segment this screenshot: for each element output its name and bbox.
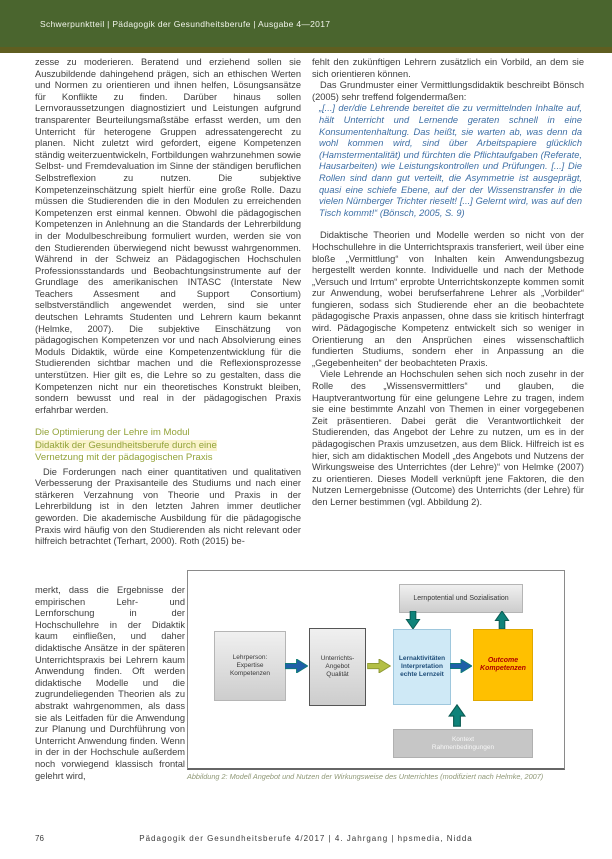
arrow-up-icon xyxy=(448,703,466,728)
left-column xyxy=(35,57,301,585)
box-unterrichtsangebot: Unterrichts- Angebot Qualität xyxy=(309,628,366,706)
body-paragraph: Das Grundmuster einer Vermittlungsdidaktik beschreibt Bönsch (2005) sehr treffend folgendermaßen: xyxy=(312,80,584,102)
section-heading-line: Didaktik der Gesundheitsberufe durch eine xyxy=(35,439,217,451)
footer xyxy=(0,834,612,843)
body-paragraph: merkt, dass die Ergebnisse der empirischen Lehr- und Lernforschung in der Hochschullehre in der Didaktik kaum einfließen, und daher didaktische Ansätze in der späteren Unterrichtspraxis bei Lehrern kaum Anwendung finden. Oft werden didaktische Modelle und die zugrundeliegenden Theorien als zu abstrakt wahrgenommen, als dass sie als Leitfaden für die Anwendung zur Planung und Durchführung von Unterricht Anwendung finden. Wenn in der in der Hochschule außerdem noch vorwiegend klassisch frontal gelehrt wird, xyxy=(35,585,185,781)
box-kontext: Kontext Rahmenbedingungen xyxy=(393,729,533,758)
arrow-right-icon xyxy=(450,659,472,673)
body-paragraph: zesse zu moderieren. Beratend und erziehend sollen sie Auszubildende dahingehend prägen, sich an ethischen Werten und Normen zu orientieren und ihnen helfen, Lösungsansätze für Konflikte zu finden. Darüber hinaus sollen Lernvoraussetzungen diagnostiziert und Leistungen aufgrund transparenter Beurteilungsmaßstäbe erfasst werden, um den Unterricht für heterogene Gruppen adressatengerecht zu planen. Nicht zuletzt wird gefordert, eigene Kompetenzen ständig weiterzuentwickeln, Fortbildungen wahrzunehmen sowie Selbst- und Fremdevaluation im Sinne der ständigen beruflichen Selbstreflexion zu nutzen. Die subjektive Kompetenzeinschätzung spielt hierfür eine große Rolle. Dazu müssen die Studierenden die in den Modulen zu erreichenden Kompetenzen erst einmal kennen. Obwohl die pädagogischen Kompetenzen in Anlehnung an die Standards der Lehrerbildung in der Modulbeschreibung formuliert wurden, werden sie von den Studierenden überwiegend nicht bewusst wahrgenommen. Während in der Schweiz an Pädagogischen Hochschulen Professionsstandards und Beobachtungsinstrumente auf der Grundlage des amerikanischen INTASC (Interstate New Teachers Assesment and Support Consortium) selbstverständlich angewendet werden, sind sie unter deutschen Lehramts Studenten und Lehrern kaum bekannt (Helmke, 2007). Die subjektive Einschätzung von pädagogischen Kompetenzen vor und nach Absolvierung eines Moduls Didaktik, würde eine Kompetenzentwicklung für die Studierenden sichtbar machen und die Reflexionsprozesse unterstützen. Hier gilt es, die Lehre so zu gestalten, dass die Kompetenzen nicht nur ein theoretisches Konstrukt bleiben, sondern bewusst und real in der pädagogischen Praxis erfahrbar werden. xyxy=(35,57,301,415)
header-accent-strip xyxy=(0,47,612,53)
block-quote: „[...] der/die Lehrende bereitet die zu vermittelnden Inhalte auf, hält Unterricht und Lernende geraten schnell in eine Konsumentenhaltung. Das heißt, sie warten ab, was denn da wohl kommen wird, sind über Arbeitspapiere glücklich (Hamstermentalität) und fürchten die Pflichtaufgaben (Referate, Hausarbeiten) wie Leistungskontrollen und Prüfungen. [...] Die Rollen sind dann gut verteilt, die Asymmetrie ist ausgeprägt, quasi eine schiefe Ebene, auf der der Wissenstransfer in die vielen Nürnberger Trichter rieselt! [...] Gelernt wird, was auf den Tisch kommt!“ (Bönsch, 2005, S. 9) xyxy=(319,103,582,218)
box-lernaktivitaeten: Lernaktivitäten Interpretation echte Lernzeit xyxy=(393,629,451,705)
body-paragraph: fehlt den zukünftigen Lehrern zusätzlich ein Vorbild, an dem sie sich orientieren können. xyxy=(312,57,584,79)
arrow-up-icon xyxy=(494,611,510,629)
section-heading-line: Vernetzung mit der pädagogischen Praxis xyxy=(35,452,213,464)
body-paragraph: Didaktische Theorien und Modelle werden so nicht von der Hochschullehre in die Unterrichtspraxis transferiert, weil über eine bloße „Vermittlung“ von Inhalten kein Anwendungsbezug hergestellt werden konnte. Individuelle und nach der Methode „Versuch und Irrtum“ erprobte Unterrichtskonzepte kommen somit zur Anwendung, wobei berufserfahrene Lehrer als „Vorbilder“ fungieren, sodass sich Studierende eher an die beobachtete pädagogische Praxis anpassen, ohne dass sie kritisch hinterfragt wird. Pädagogische Kompetenz entwickelt sich so weniger in Orientierung an den Ansprüchen eines wissenschaftlich fundierten Studiums, sondern eher in Anpassung an die „Gegebenheiten“ der beobachteten Praxis. xyxy=(312,230,584,368)
arrow-down-icon xyxy=(405,611,421,629)
section-heading xyxy=(35,427,301,464)
left-column-narrow xyxy=(35,585,185,827)
page-number: 76 xyxy=(35,834,44,843)
section-heading-line: Die Optimierung der Lehre im Modul xyxy=(35,427,190,439)
arrow-right-icon xyxy=(366,659,392,673)
box-lehrperson: Lehrperson: Expertise Kompetenzen xyxy=(214,631,286,701)
figure-angebot-nutzen-modell xyxy=(187,570,565,770)
figure-caption: Abbildung 2: Modell Angebot und Nutzen der Wirkungsweise des Unterrichtes (modifiziert nach Helmke, 2007) xyxy=(187,772,544,781)
body-paragraph: Die Forderungen nach einer quantitativen und qualitativen Verbesserung der Praxisanteile des Studiums und nach einer stärkeren Verzahnung von Theorie und Praxis in der Lehrerbildung ist in den letzten Jahren immer deutlicher geworden. Die akademische Ausbildung für die pädagogische Praxis wird häufig von den Studierenden als nicht relevant oder hilfreich betrachtet (Terhart, 2000). Roth (2015) be- xyxy=(35,466,301,547)
right-column xyxy=(312,57,584,580)
box-lernpotential: Lernpotential und Sozialisation xyxy=(399,584,523,613)
footer-journal-line: Pädagogik der Gesundheitsberufe 4/2017 | 4. Jahrgang | hpsmedia, Nidda xyxy=(139,834,473,843)
body-paragraph: Viele Lehrende an Hochschulen sehen sich noch zusehr in der Rolle des „Wissensvermittlers“ und glauben, die Hauptverantwortung für eine gelungene Lehre zu tragen, indem sie eine bestimmte Anzahl von Themen in einer vorgegebenen Zeit präsentieren. Dabei gerät die Verantwortlichkeit der Studierenden, das Angebot der Lehre zu nutzen, um es in der pädagogischen Praxis umzusetzen, aus dem Blick. Hilfreich ist es hier, sich am didaktischen Modell „des Angebots und Nutzens der Wirkungsweise des Unterrichtes (der Lehre)“ von Helmke (2007) zu orientieren. Dieses Modell verknüpft jene Faktoren, die den Nutzen Lernergebnisse (Outcome) des Unterrichts (der Lehre) für den Lerner bestimmen (vgl. Abbildung 2). xyxy=(312,369,584,507)
box-outcome: Outcome Kompetenzen xyxy=(473,629,533,701)
header-title: Schwerpunktteil | Pädagogik der Gesundheitsberufe | Ausgabe 4—2017 xyxy=(40,18,331,29)
header-bar xyxy=(0,0,612,47)
arrow-right-icon xyxy=(285,659,308,673)
